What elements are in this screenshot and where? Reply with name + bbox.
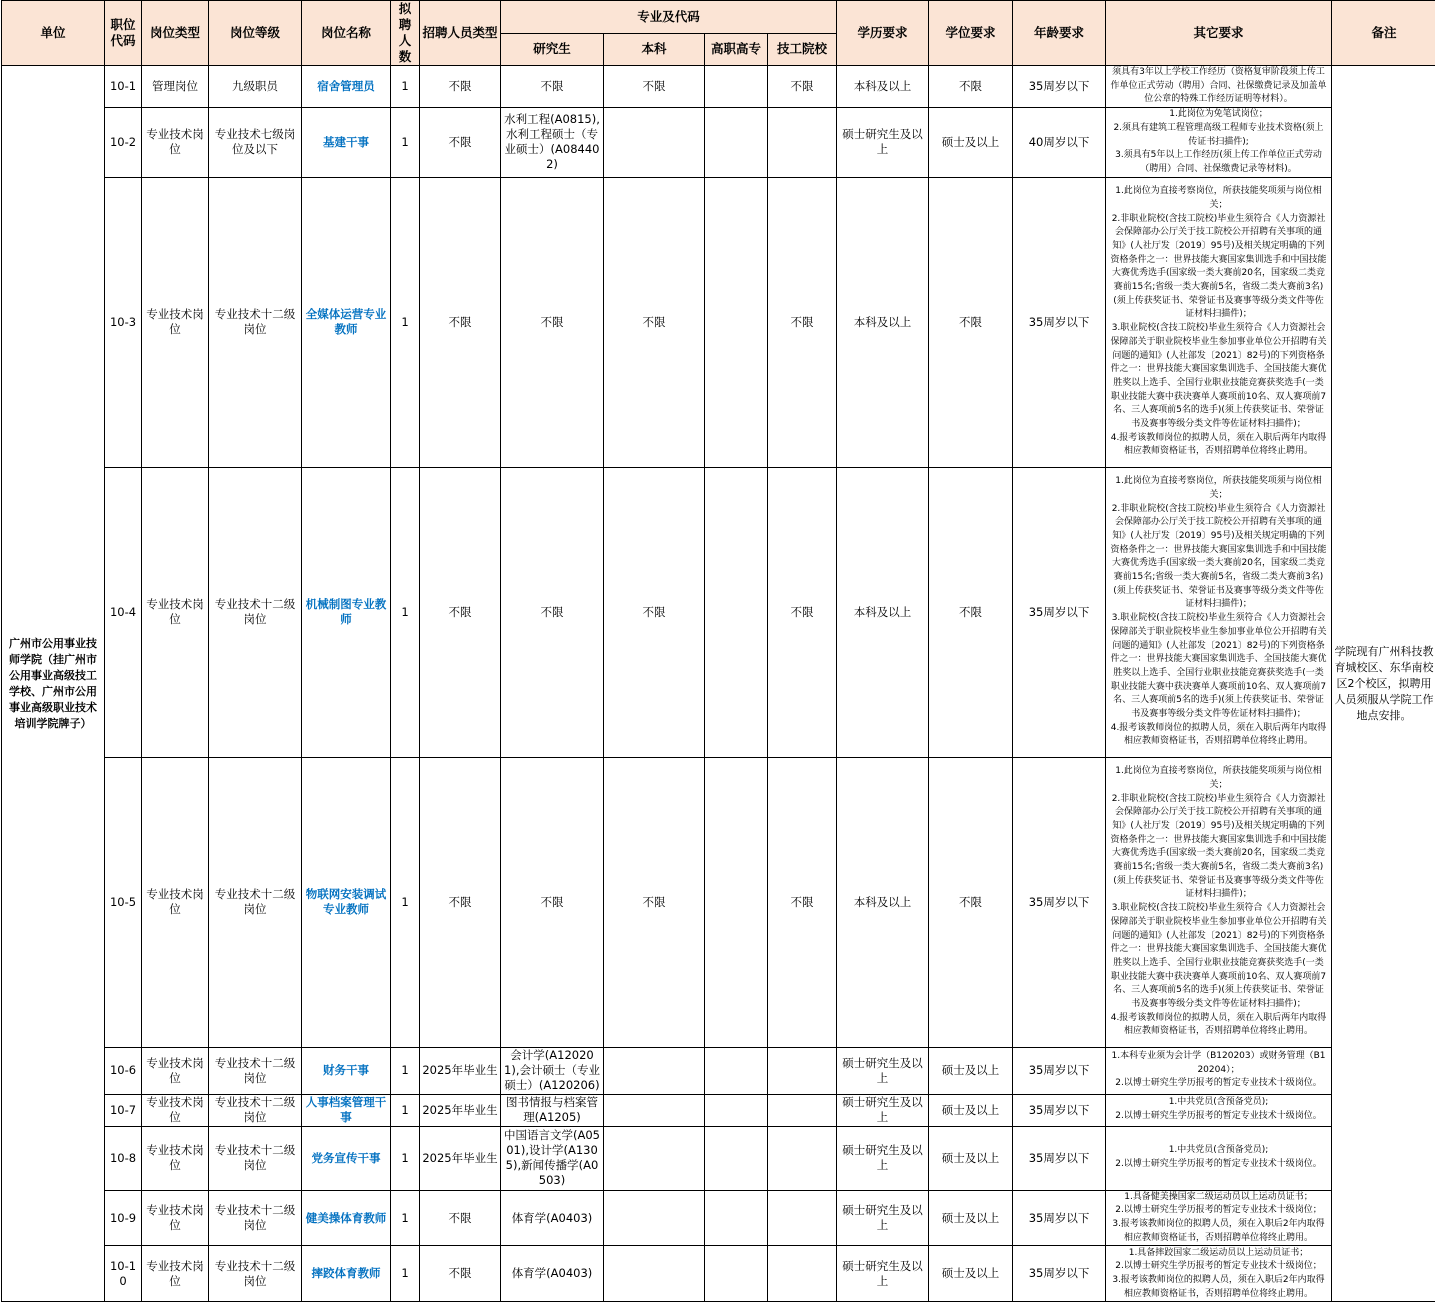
recruit-type-cell: 2025年毕业生 xyxy=(420,1047,501,1094)
header-age: 年龄要求 xyxy=(1013,1,1106,66)
table-row xyxy=(2,1190,1435,1246)
header-note: 备注 xyxy=(1332,1,1435,66)
requirement-item: 3.职业院校(含技工院校)毕业生须符合《人力资源社会保障部关于职业院校毕业生参加事业单位公开招聘有关问题的通知》(人社部发〔2021〕82号)的下列资格条件之一：世界技能大赛国家集训选手、全国技能大赛优胜奖以上选手、全国行业职业技能竞赛获奖选手(一类职业技能大赛中获决赛单人赛项前10名、双人赛项前7名、三人赛项前5名的选手)(须上传获奖证书、荣誉证书及赛事等级分类文件等佐证材料扫描件)； xyxy=(1110,612,1327,722)
recruit-type-cell: 2025年毕业生 xyxy=(420,1126,501,1190)
major-technical-cell: 不限 xyxy=(768,757,837,1047)
position-code-cell: 10-6 xyxy=(105,1047,142,1094)
position-code-cell: 10-2 xyxy=(105,108,142,178)
major-undergrad-cell: 不限 xyxy=(604,757,705,1047)
other-requirements-cell xyxy=(1106,467,1332,757)
education-cell: 本科及以上 xyxy=(837,66,929,108)
header-count: 拟聘人数 xyxy=(391,1,420,66)
other-requirements-cell xyxy=(1106,757,1332,1047)
major-grad-cell: 不限 xyxy=(501,177,604,467)
position-type-cell: 专业技术岗位 xyxy=(142,1126,209,1190)
header-name: 岗位名称 xyxy=(302,1,391,66)
recruit-type-cell: 2025年毕业生 xyxy=(420,1094,501,1126)
age-cell: 35周岁以下 xyxy=(1013,1047,1106,1094)
degree-cell: 硕士及以上 xyxy=(929,1047,1013,1094)
recruitment-table xyxy=(1,0,1435,1302)
requirement-item: 1.此岗位为直接考察岗位，所获技能奖项须与岗位相关； xyxy=(1110,475,1327,502)
position-level-cell: 专业技术十二级岗位 xyxy=(209,1047,302,1094)
position-name-cell: 健美操体育教师 xyxy=(302,1190,391,1246)
hire-count-cell: 1 xyxy=(391,1246,420,1302)
major-vocational-cell xyxy=(705,177,768,467)
requirement-item: 1.此岗位为直接考察岗位，所获技能奖项须与岗位相关； xyxy=(1110,765,1327,792)
requirement-item: 4.报考该教师岗位的拟聘人员，须在入职后两年内取得相应教师资格证书，否则招聘单位将终止聘用。 xyxy=(1110,722,1327,749)
age-cell: 35周岁以下 xyxy=(1013,1094,1106,1126)
major-undergrad-cell xyxy=(604,1126,705,1190)
position-type-cell: 管理岗位 xyxy=(142,66,209,108)
position-name-cell: 全媒体运营专业教师 xyxy=(302,177,391,467)
other-requirements-cell xyxy=(1106,1126,1332,1190)
degree-cell: 硕士及以上 xyxy=(929,1126,1013,1190)
header-other: 其它要求 xyxy=(1106,1,1332,66)
position-type-cell: 专业技术岗位 xyxy=(142,1190,209,1246)
major-vocational-cell xyxy=(705,757,768,1047)
major-undergrad-cell xyxy=(604,1246,705,1302)
major-grad-cell: 中国语言文学(A0501),设计学(A1305),新闻传播学(A0503) xyxy=(501,1126,604,1190)
major-grad-cell: 不限 xyxy=(501,757,604,1047)
hire-count-cell: 1 xyxy=(391,1094,420,1126)
table-row xyxy=(2,467,1435,757)
major-undergrad-cell xyxy=(604,1190,705,1246)
education-cell: 硕士研究生及以上 xyxy=(837,1047,929,1094)
requirement-item: 1.中共党员(含预备党员); xyxy=(1110,1144,1327,1158)
position-name-cell: 人事档案管理干事 xyxy=(302,1094,391,1126)
hire-count-cell: 1 xyxy=(391,467,420,757)
header-code: 职位代码 xyxy=(105,1,142,66)
requirement-item: 3.报考该教师岗位的拟聘人员，须在入职后2年内取得相应教师资格证书，否则招聘单位将终止聘用。 xyxy=(1110,1218,1327,1245)
position-level-cell: 专业技术十二级岗位 xyxy=(209,1246,302,1302)
hire-count-cell: 1 xyxy=(391,1126,420,1190)
table-row xyxy=(2,1047,1435,1094)
position-name-cell: 党务宣传干事 xyxy=(302,1126,391,1190)
education-cell: 本科及以上 xyxy=(837,467,929,757)
position-level-cell: 专业技术十二级岗位 xyxy=(209,1126,302,1190)
major-technical-cell xyxy=(768,1094,837,1126)
hire-count-cell: 1 xyxy=(391,1190,420,1246)
header-undergrad: 本科 xyxy=(604,33,705,66)
header-level: 岗位等级 xyxy=(209,1,302,66)
position-type-cell: 专业技术岗位 xyxy=(142,1246,209,1302)
education-cell: 本科及以上 xyxy=(837,757,929,1047)
requirement-item: 2.以博士研究生学历报考的暂定专业技术十级岗位； xyxy=(1110,1204,1327,1218)
hire-count-cell: 1 xyxy=(391,177,420,467)
major-grad-cell: 图书情报与档案管理(A1205) xyxy=(501,1094,604,1126)
major-technical-cell xyxy=(768,108,837,178)
table-row xyxy=(2,66,1435,108)
major-undergrad-cell: 不限 xyxy=(604,467,705,757)
requirement-item: 4.报考该教师岗位的拟聘人员，须在入职后两年内取得相应教师资格证书，否则招聘单位将终止聘用。 xyxy=(1110,432,1327,459)
major-technical-cell xyxy=(768,1047,837,1094)
position-name-cell: 宿舍管理员 xyxy=(302,66,391,108)
position-code-cell: 10-5 xyxy=(105,757,142,1047)
age-cell: 35周岁以下 xyxy=(1013,177,1106,467)
major-vocational-cell xyxy=(705,1246,768,1302)
recruit-type-cell: 不限 xyxy=(420,1190,501,1246)
position-level-cell: 九级职员 xyxy=(209,66,302,108)
unit-name-cell: 广州市公用事业技师学院（挂广州市公用事业高级技工学校、广州市公用事业高级职业技术培训学院牌子） xyxy=(2,66,105,1302)
hire-count-cell: 1 xyxy=(391,1047,420,1094)
major-vocational-cell xyxy=(705,1094,768,1126)
age-cell: 35周岁以下 xyxy=(1013,66,1106,108)
requirement-item: 2.以博士研究生学历报考的暂定专业技术十级岗位。 xyxy=(1110,1110,1327,1124)
hire-count-cell: 1 xyxy=(391,108,420,178)
requirement-item: 3.报考该教师岗位的拟聘人员，须在入职后2年内取得相应教师资格证书，否则招聘单位将终止聘用。 xyxy=(1110,1274,1327,1301)
position-name-cell: 摔跤体育教师 xyxy=(302,1246,391,1302)
requirement-item: 2.非职业院校(含技工院校)毕业生须符合《人力资源社会保障部办公厅关于技工院校公开招聘有关事项的通知》(人社厅发〔2019〕95号)及相关规定明确的下列资格条件之一：世界技能大赛国家集训选手和中国技能大赛优秀选手(国家级一类大赛前20名，国家级二类竞赛前15名;省级一类大赛前5名，省级二类大赛前3名)(须上传获奖证书、荣誉证书及赛事等级分类文件等佐证材料扫描件)； xyxy=(1110,213,1327,323)
education-cell: 硕士研究生及以上 xyxy=(837,108,929,178)
major-grad-cell: 会计学(A120201),会计硕士（专业硕士）(A120206) xyxy=(501,1047,604,1094)
recruit-type-cell: 不限 xyxy=(420,108,501,178)
position-name-cell: 财务干事 xyxy=(302,1047,391,1094)
education-cell: 本科及以上 xyxy=(837,177,929,467)
degree-cell: 不限 xyxy=(929,177,1013,467)
major-grad-cell: 不限 xyxy=(501,66,604,108)
header-edu: 学历要求 xyxy=(837,1,929,66)
age-cell: 35周岁以下 xyxy=(1013,757,1106,1047)
degree-cell: 硕士及以上 xyxy=(929,1246,1013,1302)
header-technical: 技工院校 xyxy=(768,33,837,66)
remarks-cell: 学院现有广州科技教育城校区、东华南校区2个校区，拟聘用人员须服从学院工作地点安排。 xyxy=(1332,66,1435,1302)
header-vocational: 高职高专 xyxy=(705,33,768,66)
header-degree: 学位要求 xyxy=(929,1,1013,66)
major-technical-cell: 不限 xyxy=(768,66,837,108)
table-row xyxy=(2,1246,1435,1302)
major-undergrad-cell xyxy=(604,1094,705,1126)
position-type-cell: 专业技术岗位 xyxy=(142,467,209,757)
position-type-cell: 专业技术岗位 xyxy=(142,108,209,178)
position-code-cell: 10-3 xyxy=(105,177,142,467)
position-name-cell: 物联网安装调试专业教师 xyxy=(302,757,391,1047)
other-requirements-cell xyxy=(1106,1190,1332,1246)
table-row xyxy=(2,757,1435,1047)
position-type-cell: 专业技术岗位 xyxy=(142,177,209,467)
other-requirements-cell xyxy=(1106,108,1332,178)
table-row xyxy=(2,177,1435,467)
requirement-item: 1.本科专业须为会计学（B120203）或财务管理（B120204）； xyxy=(1110,1050,1327,1077)
position-code-cell: 10-1 xyxy=(105,66,142,108)
position-type-cell: 专业技术岗位 xyxy=(142,1094,209,1126)
requirement-item: 1.此岗位为直接考察岗位，所获技能奖项须与岗位相关； xyxy=(1110,185,1327,212)
requirement-item: 1.具备摔跤国家二级运动员以上运动员证书； xyxy=(1110,1247,1327,1261)
age-cell: 35周岁以下 xyxy=(1013,467,1106,757)
requirement-item: 4.报考该教师岗位的拟聘人员，须在入职后两年内取得相应教师资格证书，否则招聘单位将终止聘用。 xyxy=(1110,1012,1327,1039)
degree-cell: 不限 xyxy=(929,757,1013,1047)
major-technical-cell: 不限 xyxy=(768,467,837,757)
major-undergrad-cell xyxy=(604,108,705,178)
table-row xyxy=(2,1094,1435,1126)
position-level-cell: 专业技术七级岗位及以下 xyxy=(209,108,302,178)
age-cell: 35周岁以下 xyxy=(1013,1190,1106,1246)
position-level-cell: 专业技术十二级岗位 xyxy=(209,1190,302,1246)
table-row xyxy=(2,1126,1435,1190)
requirement-item: 2.须具有建筑工程管理高级工程师专业技术资格(须上传证书扫描件); xyxy=(1110,122,1327,149)
major-grad-cell: 体育学(A0403) xyxy=(501,1246,604,1302)
position-level-cell: 专业技术十二级岗位 xyxy=(209,467,302,757)
degree-cell: 硕士及以上 xyxy=(929,108,1013,178)
age-cell: 35周岁以下 xyxy=(1013,1246,1106,1302)
requirement-item: 1.具备健美操国家二级运动员以上运动员证书； xyxy=(1110,1191,1327,1205)
position-level-cell: 专业技术十二级岗位 xyxy=(209,757,302,1047)
hire-count-cell: 1 xyxy=(391,66,420,108)
requirement-item: 2.非职业院校(含技工院校)毕业生须符合《人力资源社会保障部办公厅关于技工院校公开招聘有关事项的通知》(人社厅发〔2019〕95号)及相关规定明确的下列资格条件之一：世界技能大赛国家集训选手和中国技能大赛优秀选手(国家级一类大赛前20名，国家级二类竞赛前15名;省级一类大赛前5名，省级二类大赛前3名)(须上传获奖证书、荣誉证书及赛事等级分类文件等佐证材料扫描件)； xyxy=(1110,793,1327,903)
header-type: 岗位类型 xyxy=(142,1,209,66)
position-code-cell: 10-9 xyxy=(105,1190,142,1246)
major-vocational-cell xyxy=(705,467,768,757)
major-technical-cell xyxy=(768,1190,837,1246)
age-cell: 35周岁以下 xyxy=(1013,1126,1106,1190)
header-major-group: 专业及代码 xyxy=(501,1,837,34)
recruit-type-cell: 不限 xyxy=(420,467,501,757)
position-code-cell: 10-8 xyxy=(105,1126,142,1190)
requirement-item: 2.以博士研究生学历报考的暂定专业技术十级岗位； xyxy=(1110,1260,1327,1274)
position-name-cell: 基建干事 xyxy=(302,108,391,178)
hire-count-cell: 1 xyxy=(391,757,420,1047)
position-code-cell: 10-10 xyxy=(105,1246,142,1302)
other-requirements-cell xyxy=(1106,1246,1332,1302)
position-level-cell: 专业技术十二级岗位 xyxy=(209,1094,302,1126)
recruit-type-cell: 不限 xyxy=(420,177,501,467)
header-recruit-type: 招聘人员类型 xyxy=(420,1,501,66)
degree-cell: 硕士及以上 xyxy=(929,1094,1013,1126)
position-code-cell: 10-7 xyxy=(105,1094,142,1126)
other-requirements-cell xyxy=(1106,1094,1332,1126)
degree-cell: 不限 xyxy=(929,66,1013,108)
requirement-item: 2.非职业院校(含技工院校)毕业生须符合《人力资源社会保障部办公厅关于技工院校公开招聘有关事项的通知》(人社厅发〔2019〕95号)及相关规定明确的下列资格条件之一：世界技能大赛国家集训选手和中国技能大赛优秀选手(国家级一类大赛前20名，国家级二类竞赛前15名;省级一类大赛前5名，省级二类大赛前3名)(须上传获奖证书、荣誉证书及赛事等级分类文件等佐证材料扫描件)； xyxy=(1110,503,1327,613)
major-vocational-cell xyxy=(705,108,768,178)
degree-cell: 硕士及以上 xyxy=(929,1190,1013,1246)
header-grad: 研究生 xyxy=(501,33,604,66)
education-cell: 硕士研究生及以上 xyxy=(837,1246,929,1302)
requirement-item: 2.以博士研究生学历报考的暂定专业技术十级岗位。 xyxy=(1110,1077,1327,1091)
education-cell: 硕士研究生及以上 xyxy=(837,1126,929,1190)
age-cell: 40周岁以下 xyxy=(1013,108,1106,178)
other-requirements-cell xyxy=(1106,66,1332,108)
major-vocational-cell xyxy=(705,1126,768,1190)
education-cell: 硕士研究生及以上 xyxy=(837,1190,929,1246)
major-grad-cell: 体育学(A0403) xyxy=(501,1190,604,1246)
major-vocational-cell xyxy=(705,66,768,108)
position-code-cell: 10-4 xyxy=(105,467,142,757)
requirement-item: 2.以博士研究生学历报考的暂定专业技术十级岗位。 xyxy=(1110,1158,1327,1172)
major-vocational-cell xyxy=(705,1190,768,1246)
requirement-item: 1.中共党员(含预备党员); xyxy=(1110,1096,1327,1110)
header-unit: 单位 xyxy=(2,1,105,66)
major-grad-cell: 水利工程(A0815),水利工程硕士（专业硕士）(A084402) xyxy=(501,108,604,178)
recruit-type-cell: 不限 xyxy=(420,66,501,108)
position-type-cell: 专业技术岗位 xyxy=(142,757,209,1047)
education-cell: 硕士研究生及以上 xyxy=(837,1094,929,1126)
other-requirements-cell xyxy=(1106,1047,1332,1094)
requirement-item: 3.职业院校(含技工院校)毕业生须符合《人力资源社会保障部关于职业院校毕业生参加事业单位公开招聘有关问题的通知》(人社部发〔2021〕82号)的下列资格条件之一：世界技能大赛国家集训选手、全国技能大赛优胜奖以上选手、全国行业职业技能竞赛获奖选手(一类职业技能大赛中获决赛单人赛项前10名、双人赛项前7名、三人赛项前5名的选手)(须上传获奖证书、荣誉证书及赛事等级分类文件等佐证材料扫描件)； xyxy=(1110,902,1327,1012)
major-undergrad-cell: 不限 xyxy=(604,177,705,467)
recruit-type-cell: 不限 xyxy=(420,1246,501,1302)
major-technical-cell xyxy=(768,1126,837,1190)
position-level-cell: 专业技术十二级岗位 xyxy=(209,177,302,467)
degree-cell: 不限 xyxy=(929,467,1013,757)
major-undergrad-cell xyxy=(604,1047,705,1094)
major-technical-cell xyxy=(768,1246,837,1302)
table-row xyxy=(2,108,1435,178)
requirement-item: 1.此岗位为免笔试岗位； xyxy=(1110,108,1327,122)
major-technical-cell: 不限 xyxy=(768,177,837,467)
major-vocational-cell xyxy=(705,1047,768,1094)
requirement-item: 3.须具有5年以上工作经历(须上传工作单位正式劳动（聘用）合同、社保缴费记录等材料)。 xyxy=(1110,149,1327,176)
requirement-item: 须具有3年以上学校工作经历（资格复审阶段须上传工作单位正式劳动（聘用）合同、社保缴费记录及加盖单位公章的特殊工作经历证明等材料）。 xyxy=(1110,66,1327,107)
requirement-item: 3.职业院校(含技工院校)毕业生须符合《人力资源社会保障部关于职业院校毕业生参加事业单位公开招聘有关问题的通知》(人社部发〔2021〕82号)的下列资格条件之一：世界技能大赛国家集训选手、全国技能大赛优胜奖以上选手、全国行业职业技能竞赛获奖选手(一类职业技能大赛中获决赛单人赛项前10名、双人赛项前7名、三人赛项前5名的选手)(须上传获奖证书、荣誉证书及赛事等级分类文件等佐证材料扫描件)； xyxy=(1110,322,1327,432)
major-undergrad-cell: 不限 xyxy=(604,66,705,108)
position-name-cell: 机械制图专业教师 xyxy=(302,467,391,757)
other-requirements-cell xyxy=(1106,177,1332,467)
major-grad-cell: 不限 xyxy=(501,467,604,757)
recruit-type-cell: 不限 xyxy=(420,757,501,1047)
position-type-cell: 专业技术岗位 xyxy=(142,1047,209,1094)
